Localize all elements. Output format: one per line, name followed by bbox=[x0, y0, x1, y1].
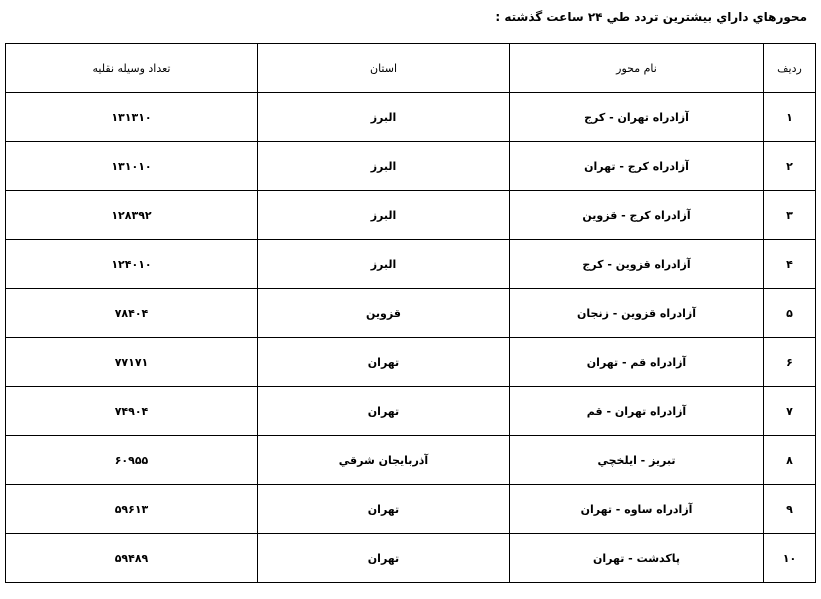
province: تهران bbox=[258, 485, 510, 534]
header-index: رديف bbox=[764, 44, 816, 93]
header-vehicle-count: تعداد وسيله نقليه bbox=[6, 44, 258, 93]
vehicle-count: ۶۰۹۵۵ bbox=[6, 436, 258, 485]
road-name: تبريز - ايلخچي bbox=[510, 436, 764, 485]
table-row bbox=[6, 142, 816, 191]
vehicle-count: ۱۲۴۰۱۰ bbox=[6, 240, 258, 289]
table-row bbox=[6, 191, 816, 240]
row-index: ۵ bbox=[764, 289, 816, 338]
row-index: ۷ bbox=[764, 387, 816, 436]
province: تهران bbox=[258, 534, 510, 583]
province: قزوين bbox=[258, 289, 510, 338]
road-name: آزادراه كرج - تهران bbox=[510, 142, 764, 191]
row-index: ۸ bbox=[764, 436, 816, 485]
road-name: آزادراه ساوه - تهران bbox=[510, 485, 764, 534]
header-road-name: نام محور bbox=[510, 44, 764, 93]
table-row bbox=[6, 338, 816, 387]
road-name: آزادراه تهران - قم bbox=[510, 387, 764, 436]
header-province: استان bbox=[258, 44, 510, 93]
vehicle-count: ۱۲۸۳۹۲ bbox=[6, 191, 258, 240]
vehicle-count: ۱۳۱۰۱۰ bbox=[6, 142, 258, 191]
vehicle-count: ۷۸۴۰۴ bbox=[6, 289, 258, 338]
traffic-table bbox=[5, 43, 816, 583]
province: البرز bbox=[258, 191, 510, 240]
row-index: ۹ bbox=[764, 485, 816, 534]
road-name: پاكدشت - تهران bbox=[510, 534, 764, 583]
province: تهران bbox=[258, 387, 510, 436]
row-index: ۳ bbox=[764, 191, 816, 240]
province: البرز bbox=[258, 93, 510, 142]
road-name: آزادراه تهران - كرج bbox=[510, 93, 764, 142]
row-index: ۴ bbox=[764, 240, 816, 289]
road-name: آزادراه قزوين - زنجان bbox=[510, 289, 764, 338]
table-row bbox=[6, 436, 816, 485]
vehicle-count: ۵۹۶۱۳ bbox=[6, 485, 258, 534]
row-index: ۱ bbox=[764, 93, 816, 142]
province: البرز bbox=[258, 240, 510, 289]
table-header-row bbox=[6, 44, 816, 93]
row-index: ۲ bbox=[764, 142, 816, 191]
vehicle-count: ۵۹۴۸۹ bbox=[6, 534, 258, 583]
table-row bbox=[6, 485, 816, 534]
table-row bbox=[6, 240, 816, 289]
table-row bbox=[6, 289, 816, 338]
vehicle-count: ۱۳۱۳۱۰ bbox=[6, 93, 258, 142]
road-name: آزادراه قم - تهران bbox=[510, 338, 764, 387]
table-row bbox=[6, 93, 816, 142]
vehicle-count: ۷۴۹۰۴ bbox=[6, 387, 258, 436]
road-name: آزادراه قزوين - كرج bbox=[510, 240, 764, 289]
vehicle-count: ۷۷۱۷۱ bbox=[6, 338, 258, 387]
province: البرز bbox=[258, 142, 510, 191]
row-index: ۶ bbox=[764, 338, 816, 387]
province: آذربايجان شرقي bbox=[258, 436, 510, 485]
row-index: ۱۰ bbox=[764, 534, 816, 583]
table-row bbox=[6, 387, 816, 436]
table-row bbox=[6, 534, 816, 583]
province: تهران bbox=[258, 338, 510, 387]
page-title: محورهاي داراي بيشترين تردد طي ۲۴ ساعت گذشته : bbox=[495, 10, 807, 24]
road-name: آزادراه كرج - قزوين bbox=[510, 191, 764, 240]
